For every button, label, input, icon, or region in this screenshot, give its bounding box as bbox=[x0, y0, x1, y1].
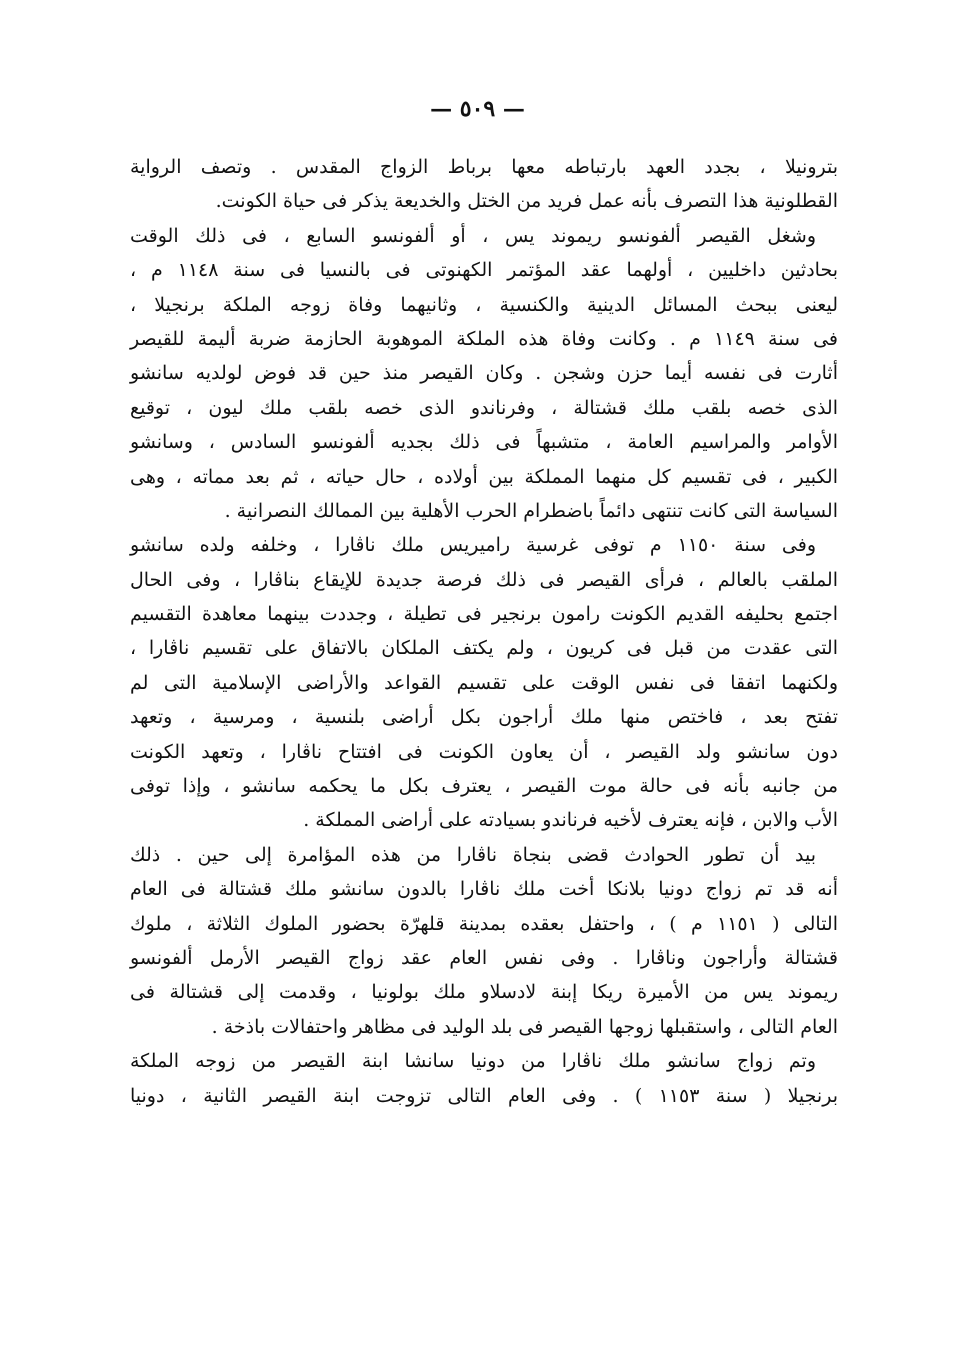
text-line: اجتمع بحليفه القديم الكونت رامون برنجير فى تطيلة ، وجددت بينهما معاهدة التقسيم bbox=[130, 603, 838, 626]
text-line: أثارت فى نفسه أيما حزن وشجن . وكان القيصر منذ حين قد فوض لولديه سانشو bbox=[130, 362, 838, 385]
text-line: تفتح بعد ، فاختص منها ملك أراجون بكل أراضى بلنسية ، ومرسية ، وتعهد bbox=[130, 706, 838, 729]
text-line: بحادثين داخليين ، أولهما عقد المؤتمر الكهنوتى فى بالنسيا فى سنة ١١٤٨ م ، bbox=[130, 259, 838, 282]
text-line: وتم زواج سانشو ملك ناڤارا من دونيا سانشا ابنة القيصر من زوجه الملكة bbox=[130, 1050, 816, 1073]
text-line: الأوامر والمراسيم العامة ، متشبهاً فى ذلك بجديه ألفونسو السادس ، وسانشو bbox=[130, 431, 838, 454]
text-line: القطلونية هذا التصرف بأنه عمل فريد من الختل والخديعة يذكر فى حياة الكونت. bbox=[215, 190, 838, 213]
text-line: أنه قد تم زواج دونيا بلانكا أخت ملك ناڤارا بالدون سانشو ملك قشتالة فى العام bbox=[130, 878, 838, 901]
text-line: دون سانشو ولد القيصر ، أن يعاون الكونت فى افتتاح ناڤارا ، وتعهد الكونت bbox=[130, 740, 838, 763]
text-line: ليعنى ببحث المسائل الدينية والكنسية ، وثانيهما وفاة زوجه الملكة برنجيلا ، bbox=[130, 293, 838, 316]
text-line: من جانبه بأنه فى حالة موت القيصر ، يعترف بكل ما يحكمه سانشو ، وإذا توفى bbox=[130, 775, 838, 798]
text-line: الذى خصه بلقب ملك قشتالة ، وفرناندو الذى خصه بلقب ملك ليون ، توقيع bbox=[130, 396, 838, 419]
text-line: بترونيلا ، بجدد العهد بارتباطه معها برباط الزواج المقدس . وتصف الرواية bbox=[130, 156, 838, 178]
text-line: التى عقدت من قبل فى كريون ، ولم يكتف الملكان بالاتفاق على تقسيم ناڤارا ، bbox=[130, 637, 838, 660]
text-line: ريموند يس من الأميرة ريكا إبنة لادسلاو ملك بولونيا ، وقدمت إلى قشتالة فى bbox=[130, 981, 838, 1004]
text-line: الكبير ، فى تقسيم كل منهما المملكة بين أولاده ، حال حياته ، ثم بعد مماته ، وهى bbox=[130, 465, 838, 488]
text-line: قشتالة وأراجون وناڤارا . وفى نفس العام عقد زواج القيصر الأرمل ألفونسو bbox=[130, 946, 838, 969]
text-line: الملقب بالعالم ، فرأى القيصر فى ذلك فرصة جديدة للإيقاع بناڤارا ، وفى الحال bbox=[130, 568, 838, 591]
text-line: وشغل القيصر ألفونسو ريموند يس ، أو ألفونسو السابع ، فى ذلك الوقت bbox=[130, 224, 816, 247]
text-line: برنجيلا ( سنة ١١٥٣ ) . وفى العام التالى تزوجت ابنة القيصر الثانية ، دونيا bbox=[130, 1084, 838, 1107]
text-line: التالى ( ١١٥١ م ) ، واحتفل بعقده بمدينة قلهرّة بحضور الملوك الثلاثة ، ملوك bbox=[130, 912, 838, 935]
text-line: الأب والابن ، فإنه يعترف لأخيه فرناندو بسيادته على أراضى المملكة . bbox=[303, 809, 838, 832]
text-line: بيد أن تطور الحوادث قضى بنجاة ناڤارا من هذه المؤامرة إلى حين . ذلك bbox=[130, 843, 816, 866]
text-line: السياسة التى كانت تنتهى دائماً باضطرام الحرب الأهلية بين الممالك النصرانية . bbox=[224, 499, 838, 522]
body-text bbox=[130, 150, 838, 1113]
page-number: — ٥٠٩ — bbox=[430, 96, 525, 122]
text-line: ولكنهما اتفقا فى نفس الوقت على تقسيم القواعد والأراضى الإسلامية التى لم bbox=[130, 671, 838, 694]
text-line: فى سنة ١١٤٩ م . وكانت وفاة هذه الملكة الموهوبة الحازمة ضربة أليمة للقيصر bbox=[130, 327, 839, 350]
text-line: العام التالى ، واستقبلها زوجها القيصر فى بلد الوليد فى مظاهر واحتفالات باذخة . bbox=[211, 1015, 838, 1038]
text-line: وفى سنة ١١٥٠ م توفى غرسية راميريس ملك ناڤارا ، وخلفه ولده سانشو bbox=[130, 534, 817, 557]
